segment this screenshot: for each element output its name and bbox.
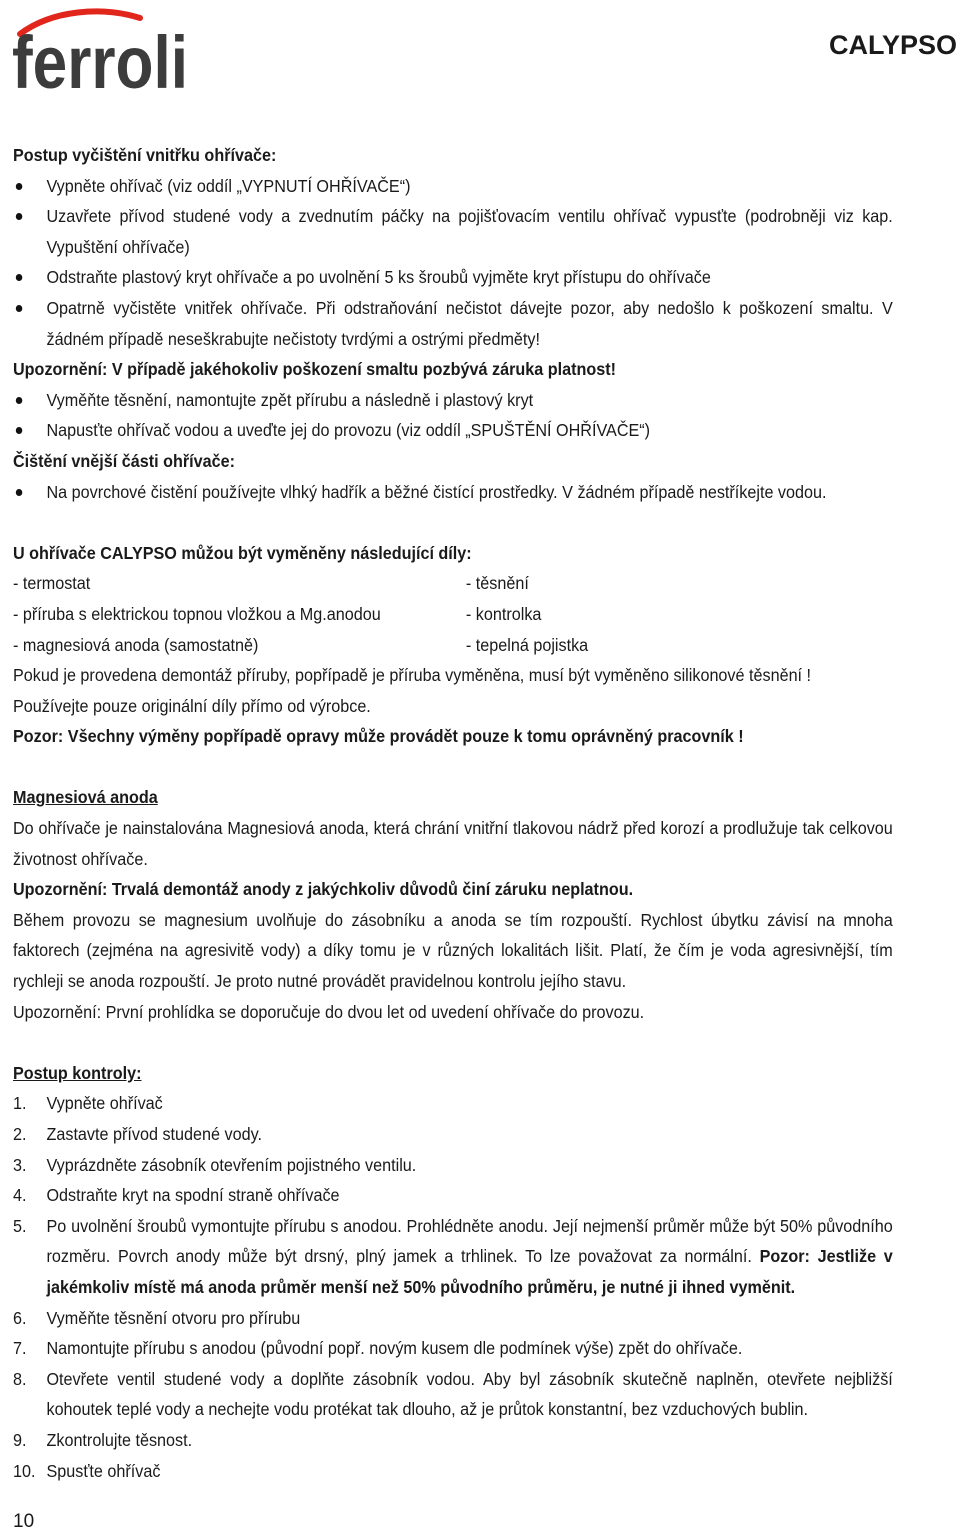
bullet-icon	[16, 183, 23, 190]
anode-warning: Upozornění: Trvalá demontáž anody z jakýchkoliv důvodů činí záruku neplatnou.	[13, 879, 634, 900]
bullet-icon	[16, 397, 23, 404]
svg-text:ferroli: ferroli	[12, 21, 188, 104]
bullet-icon	[16, 427, 23, 434]
parts-row: - magnesiová anoda (samostatně) - tepelná pojistka	[13, 634, 589, 655]
list-item: 2. Zastavte přívod studené vody.	[13, 1124, 262, 1144]
list-item: 4. Odstraňte kryt na spodní straně ohřívače	[13, 1185, 340, 1206]
list-item: 7. Namontujte přírubu s anodou (původní popř. novým kusem dle podmínek výše) zpět do ohřívače.	[13, 1338, 743, 1359]
list-item: 9. Zkontrolujte těsnost.	[13, 1429, 193, 1450]
bullet-icon	[16, 489, 23, 496]
parts-row: - příruba s elektrickou topnou vložkou a Mg.anodou - kontrolka	[13, 603, 542, 624]
parts-warning: Pozor: Všechny výměny popřípadě opravy může provádět pouze k tomu oprávněný pracovník !	[13, 726, 744, 747]
list-item: 5. Po uvolnění šroubů vymontujte přírubu s anodou. Prohlédněte anodu. Její nejmenší průměr může být 50% původního rozměru. Povrch anody může být drsný, plný jamek a trhlinek. To lze považovat za normální. Pozor: Jestliže v jakémkoliv místě má anoda průměr menší než 50% původního průměru, je nutné ji ihned vyměnit.	[13, 1215, 893, 1297]
outer-cleaning-heading: Čištění vnější části ohřívače:	[13, 450, 236, 471]
page-header	[0, 0, 960, 104]
list-item: 10. Spusťte ohřívač	[13, 1460, 161, 1481]
list-item: Opatrně vyčistěte vnitřek ohřívače. Při odstraňování nečistot dávejte pozor, aby nedošlo k poškození smaltu. V žádném případě neseškrabujte nečistoty tvrdými a ostrými předměty!	[13, 293, 893, 354]
parts-note: Používejte pouze originální díly přímo od výrobce.	[13, 695, 371, 716]
page-content	[13, 140, 893, 1486]
anode-heading: Magnesiová anoda	[13, 787, 158, 808]
anode-note: Upozornění: První prohlídka se doporučuje do dvou let od uvedení ohřívače do provozu.	[13, 1001, 645, 1022]
list-item: 3. Vyprázdněte zásobník otevřením pojistného ventilu.	[13, 1154, 417, 1175]
ferroli-logo	[12, 4, 190, 104]
parts-row: - termostat - těsnění	[13, 573, 529, 594]
parts-heading: U ohřívače CALYPSO můžou být vyměněny následující díly:	[13, 542, 472, 563]
list-item: Vyměňte těsnění, namontujte zpět přírubu a následně i plastový kryt	[13, 385, 893, 416]
control-heading: Postup kontroly:	[13, 1062, 142, 1083]
list-item: 8. Otevřete ventil studené vody a doplňte zásobník vodou. Aby byl zásobník skutečně naplněn, otevřete nejbližší kohoutek teplé vody a nechejte vodu protékat tak dlouho, až je průtok konstantní, bez vzduchových bublin.	[13, 1368, 893, 1420]
list-item: Vypněte ohřívač (viz oddíl „VYPNUTÍ OHŘÍVAČE“)	[13, 171, 893, 202]
anode-paragraph: Během provozu se magnesium uvolňuje do zásobníku a anoda se tím rozpouští. Rychlost úbytku závisí na mnoha faktorech (zejména na agresivitě vody) a díky tomu je v různých lokalitách lišit. Platí, že čím je voda agresivnější, tím rychleji se anoda rozpouští. Je proto nutné provádět pravidelnou kontrolu jejího stavu.	[13, 909, 893, 992]
list-item: Napusťte ohřívač vodou a uveďte jej do provozu (viz oddíl „SPUŠTĚNÍ OHŘÍVAČE“)	[13, 415, 893, 446]
list-item: Odstraňte plastový kryt ohřívače a po uvolnění 5 ks šroubů vyjměte kryt přístupu do ohřívače	[13, 262, 893, 293]
bullet-icon	[16, 305, 23, 312]
bullet-icon	[16, 274, 23, 281]
page-number: 10	[13, 1511, 35, 1532]
list-item: Na povrchové čistění používejte vlhký hadřík a běžné čistící prostředky. V žádném případě nestříkejte vodou.	[13, 477, 893, 508]
list-item: 6. Vyměňte těsnění otvoru pro přírubu	[13, 1307, 301, 1328]
bullet-icon	[16, 213, 23, 220]
cleaning-heading: Postup vyčištění vnitřku ohřívače:	[13, 145, 277, 165]
anode-paragraph: Do ohřívače je nainstalována Magnesiová anoda, která chrání vnitřní tlakovou nádrž před korozí a prodlužuje tak celkovou životnost ohřívače.	[13, 818, 893, 869]
document-title: CALYPSO	[828, 30, 957, 60]
enamel-warning: Upozornění: V případě jakéhokoliv poškození smaltu pozbývá záruka platnost!	[13, 359, 617, 380]
parts-note: Pokud je provedena demontáž příruby, popřípadě je příruba vyměněna, musí být vyměněno silikonové těsnění !	[13, 665, 812, 686]
list-item: 1. Vypněte ohřívač	[13, 1093, 163, 1114]
list-item: Uzavřete přívod studené vody a zvednutím páčky na pojišťovacím ventilu ohřívač vypusťte (podrobněji viz kap. Vypuštění ohřívače)	[13, 201, 893, 262]
